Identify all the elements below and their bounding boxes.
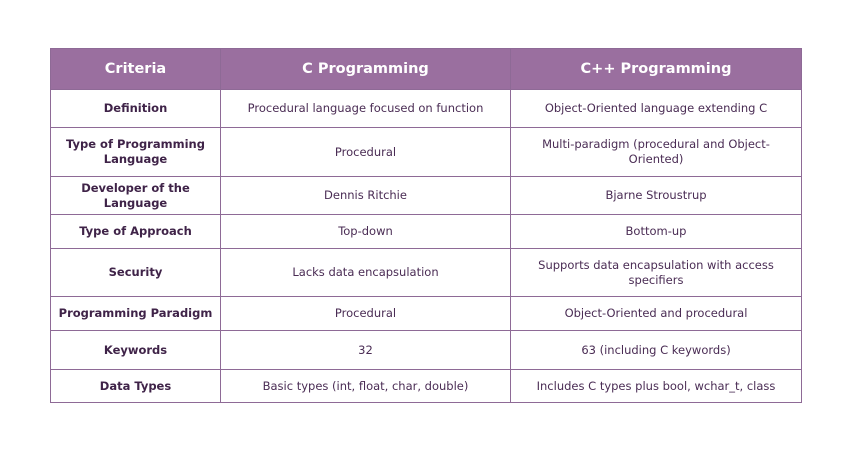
criteria-cell: Keywords [51, 331, 221, 370]
table-row [51, 331, 802, 370]
header-cpp-programming: C++ Programming [511, 49, 802, 90]
cpp-cell: Object-Oriented language extending C [511, 90, 802, 128]
table-row [51, 215, 802, 249]
cpp-cell: Includes C types plus bool, wchar_t, class [511, 370, 802, 403]
header-c-programming: C Programming [221, 49, 511, 90]
cpp-cell: Supports data encapsulation with access specifiers [511, 249, 802, 297]
cpp-cell: Bottom-up [511, 215, 802, 249]
criteria-cell: Programming Paradigm [51, 297, 221, 331]
c-cell: Procedural [221, 297, 511, 331]
header-criteria: Criteria [51, 49, 221, 90]
table-row [51, 370, 802, 403]
cpp-cell: Multi-paradigm (procedural and Object-Oriented) [511, 128, 802, 177]
table-row [51, 177, 802, 215]
cpp-cell: 63 (including C keywords) [511, 331, 802, 370]
c-cell: 32 [221, 331, 511, 370]
c-cell: Procedural [221, 128, 511, 177]
c-cell: Dennis Ritchie [221, 177, 511, 215]
c-cell: Lacks data encapsulation [221, 249, 511, 297]
cpp-cell: Bjarne Stroustrup [511, 177, 802, 215]
comparison-table [50, 48, 802, 403]
criteria-cell: Security [51, 249, 221, 297]
table-row [51, 90, 802, 128]
c-cell: Procedural language focused on function [221, 90, 511, 128]
criteria-cell: Type of Approach [51, 215, 221, 249]
c-cell: Basic types (int, float, char, double) [221, 370, 511, 403]
table-row [51, 297, 802, 331]
table-row [51, 128, 802, 177]
criteria-cell: Definition [51, 90, 221, 128]
c-cell: Top-down [221, 215, 511, 249]
criteria-cell: Developer of the Language [51, 177, 221, 215]
table-row [51, 249, 802, 297]
header-row [51, 49, 802, 90]
cpp-cell: Object-Oriented and procedural [511, 297, 802, 331]
criteria-cell: Data Types [51, 370, 221, 403]
criteria-cell: Type of Programming Language [51, 128, 221, 177]
